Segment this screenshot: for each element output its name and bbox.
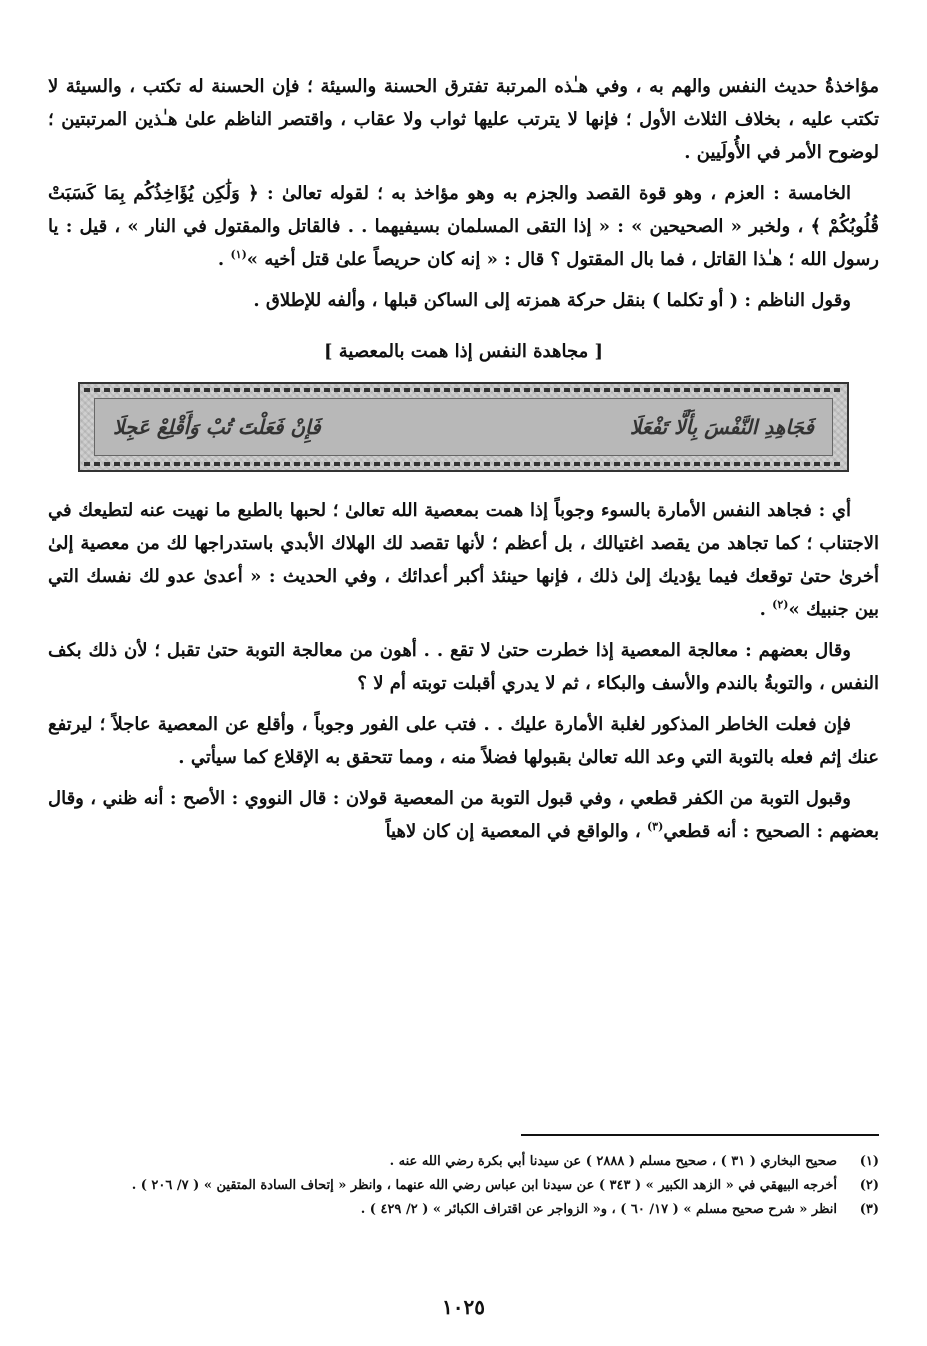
verse-right-hemistich: فَجَاهِدِ النَّفْسَ بِأَلَّا تَفْعَلَا xyxy=(629,414,814,439)
paragraph-5: وقال بعضهم : معالجة المعصية إذا خطرت حتىٰ لا تقع . . أهون من معالجة التوبة حتىٰ تقبل ؛ لأن ذلك بكف النفس ، والتوبةُ بالندم والأسف والبكاء ، ثم لا يدري أقبلت توبته أم لا ؟ xyxy=(48,640,879,694)
page-number: ١٠٢٥ xyxy=(442,1295,485,1319)
section-title: [ مجاهدة النفس إذا همت بالمعصية ] xyxy=(323,341,604,362)
footnote-3 xyxy=(48,1198,879,1222)
paragraph-2-end: . xyxy=(217,249,231,270)
verse-frame xyxy=(78,382,849,472)
paragraph-4-text: أي : فجاهد النفس الأمارة بالسوء وجوباً إذا همت بمعصية الله تعالىٰ ؛ لحبها بالطبع ما نهيت عنه لتطيعك في الاجتناب ؛ كما تجاهد من يقصد اغتيالك ، بل أعظم ؛ لأنها تقصد لك الهلاك الأبدي باستدراجها لك من معصية إلىٰ أخرىٰ حتىٰ توقعك فيما يؤديك إلىٰ ذلك ، فإنها حينئذ أكبر أعدائك ، وفي الحديث : « أعدىٰ عدو لك نفسك التي بين جنبيك » xyxy=(48,500,879,620)
footnote-divider xyxy=(521,1134,879,1136)
paragraph-6: فإن فعلت الخاطر المذكور لغلبة الأمارة عليك . . فتب على الفور وجوباً ، وأقلع عن المعصية عاجلاً ؛ ليرتفع عنك إثم فعله بالتوبة التي وعد الله تعالىٰ بقبولها فضلاً منه ، ومما تتحقق به الإقلاع كما سيأتي . xyxy=(48,714,879,768)
paragraph-4 xyxy=(48,494,879,626)
paragraph-7-text-b: ، والواقع في المعصية إن كان لاهياً xyxy=(385,821,647,842)
paragraph-4-end: . xyxy=(759,599,773,620)
footnote-ref-2: (٢) xyxy=(772,598,789,611)
footnote-ref-1: (١) xyxy=(230,248,247,261)
footnote-1 xyxy=(48,1150,879,1174)
paragraph-1: مؤاخذةُ حديث النفس والهم به ، وفي هـٰذه المرتبة تفترق الحسنة والسيئة ؛ فإن الحسنة له تكتب ، والسيئة لا تكتب عليه ، بخلاف الثلاث الأول ؛ فإنها لا يترتب عليها ثواب ولا عقاب ، واقتصر الناظم علىٰ هـٰذين المرتبتين ؛ لوضوح الأمر في الأُولَيين . xyxy=(48,76,879,163)
verse-left-hemistich: فَإِنْ فَعَلْتَ تُبْ وَأَقْلِعْ عَجِلَا xyxy=(113,414,321,439)
paragraph-7-text-a: وقبول التوبة من الكفر قطعي ، وفي قبول التوبة من المعصية قولان : قال النووي : الأصح : أنه ظني ، وقال بعضهم : الصحيح : أنه قطعي xyxy=(48,788,879,842)
footnote-2 xyxy=(48,1174,879,1198)
main-text xyxy=(48,70,879,856)
footnote-text: صحيح البخاري ( ٣١ ) ، صحيح مسلم ( ٢٨٨٨ ) عن سيدنا أبي بكرة رضي الله عنه . xyxy=(389,1154,837,1169)
footnote-ref-3: (٣) xyxy=(646,820,664,833)
verse-inner xyxy=(94,398,833,456)
footnotes xyxy=(48,1150,879,1222)
footnote-number: (١) xyxy=(859,1154,879,1169)
footnote-text: انظر « شرح صحيح مسلم » ( ١٧/ ٦٠ ) ، و« الزواجر عن اقتراف الكبائر » ( ٢/ ٤٢٩ ) . xyxy=(360,1202,837,1217)
paragraph-7 xyxy=(48,782,879,848)
paragraph-2-text: الخامسة : العزم ، وهو قوة القصد والجزم به وهو مؤاخذ به ؛ لقوله تعالىٰ : ﴿ وَلَٰكِن يُؤَاخِذُكُم بِمَا كَسَبَتْ قُلُوبُكُمْ ﴾ ، ولخبر « الصحيحين » : « إذا التقى المسلمان بسيفيهما . . فالقاتل والمقتول في النار » ، قيل : يا رسول الله ؛ هـٰذا القاتل ، فما بال المقتول ؟ قال : « إنه كان حريصاً علىٰ قتل أخيه » xyxy=(48,183,879,270)
paragraph-2 xyxy=(48,177,879,276)
footnote-number: (٢) xyxy=(859,1178,879,1193)
footnote-text: أخرجه البيهقي في « الزهد الكبير » ( ٣٤٣ ) عن سيدنا ابن عباس رضي الله عنهما ، وانظر « إتحاف السادة المتقين » ( ٧/ ٢٠٦ ) . xyxy=(131,1178,837,1193)
paragraph-3: وقول الناظم : ( أو تكلما ) بنقل حركة همزته إلى الساكن قبلها ، وألفه للإطلاق . xyxy=(253,290,851,311)
footnote-number: (٣) xyxy=(859,1202,879,1217)
